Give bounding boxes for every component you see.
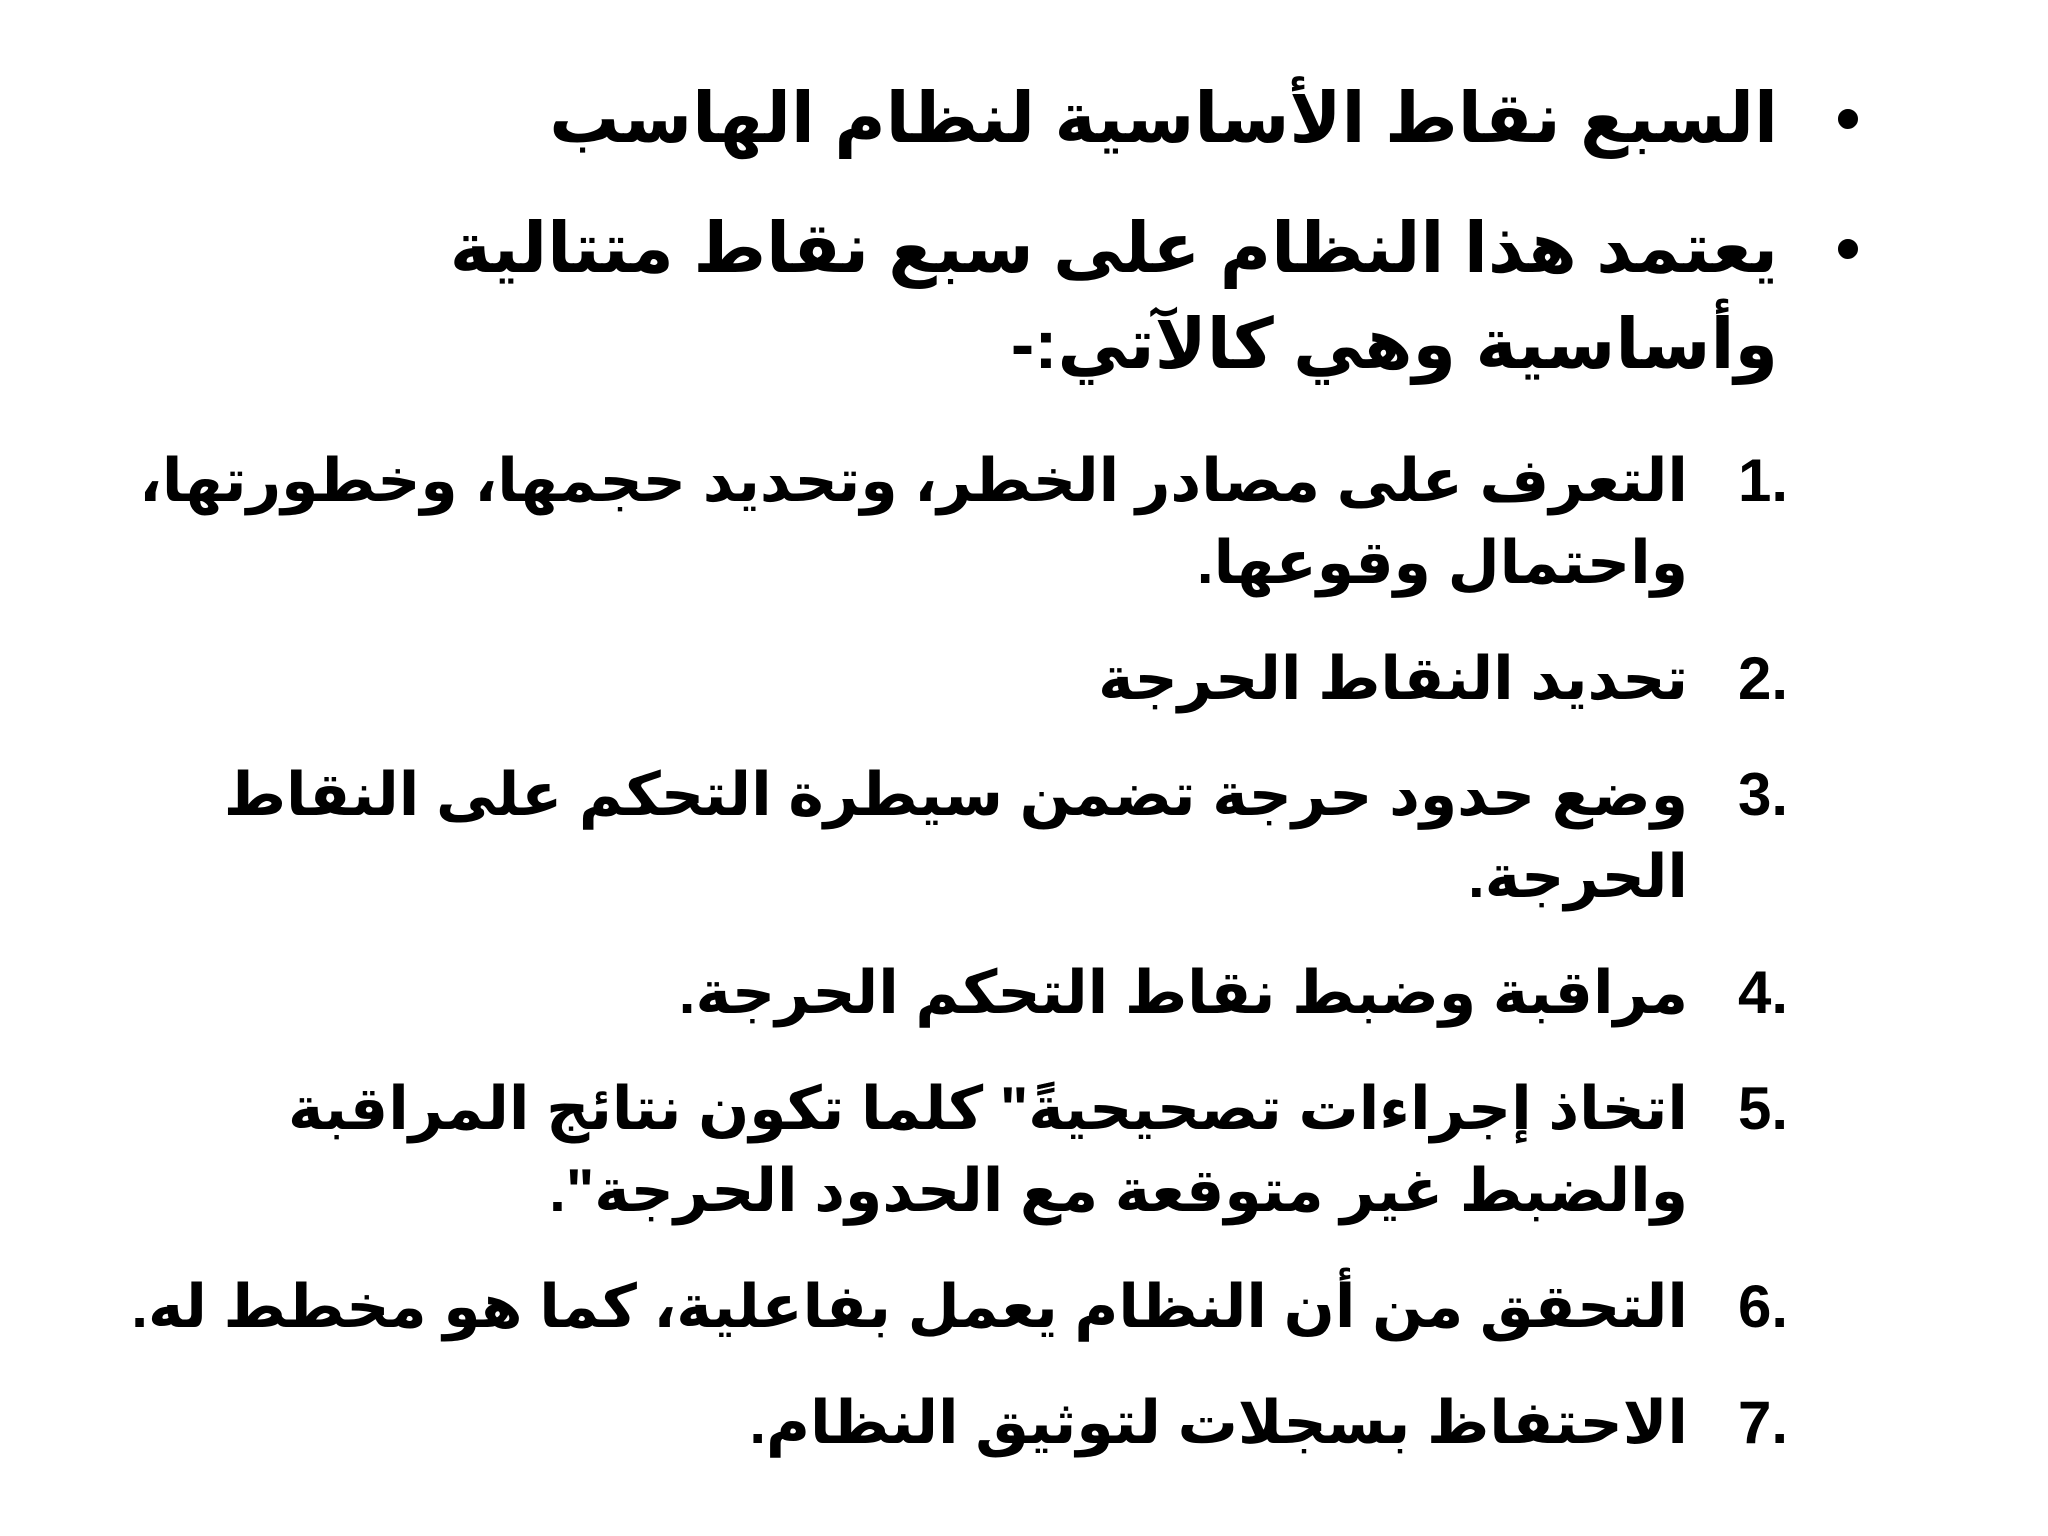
step-text: اتخاذ إجراءات تصحيحيةًً" كلما تكون نتائج المراقبة والضبط غير متوقعة مع الحدود الحرجة".	[288, 1075, 1688, 1224]
step-text: تحديد النقاط الحرجة	[1098, 645, 1688, 712]
step-number: 6.	[1738, 1273, 1789, 1340]
step-number: 1.	[1738, 447, 1789, 514]
bullet-item-title	[188, 70, 1878, 166]
step-item-5	[48, 1068, 1848, 1232]
step-number: 5.	[1738, 1075, 1789, 1142]
step-text: وضع حدود حرجة تضمن سيطرة التحكم على النقاط الحرجة.	[223, 761, 1688, 910]
step-text: مراقبة وضبط نقاط التحكم الحرجة.	[678, 959, 1688, 1026]
step-item-1	[48, 440, 1848, 604]
step-item-4	[48, 952, 1848, 1034]
bullet-marker: •	[1835, 209, 1861, 287]
step-text: التعرف على مصادر الخطر، وتحديد حجمها، وخطورتها، واحتمال وقوعها.	[139, 447, 1688, 596]
step-item-6	[48, 1266, 1848, 1348]
step-text: التحقق من أن النظام يعمل بفاعلية، كما هو مخطط له.	[131, 1273, 1688, 1340]
step-number: 4.	[1738, 959, 1789, 1026]
numbered-step-list	[48, 440, 1848, 1498]
step-number: 7.	[1738, 1389, 1789, 1456]
bullet-list	[188, 70, 1878, 426]
step-item-7	[48, 1382, 1848, 1464]
step-item-2	[48, 638, 1848, 720]
step-number: 2.	[1738, 645, 1789, 712]
bullet-text: يعتمد هذا النظام على سبع نقاط متتالية وأساسية وهي كالآتي:-	[449, 209, 1778, 383]
bullet-marker: •	[1835, 79, 1861, 157]
bullet-item-intro	[188, 200, 1878, 392]
step-text: الاحتفاظ بسجلات لتوثيق النظام.	[749, 1389, 1688, 1456]
step-number: 3.	[1738, 761, 1789, 828]
bullet-text: السبع نقاط الأساسية لنظام الهاسب	[549, 79, 1778, 157]
step-item-3	[48, 754, 1848, 918]
